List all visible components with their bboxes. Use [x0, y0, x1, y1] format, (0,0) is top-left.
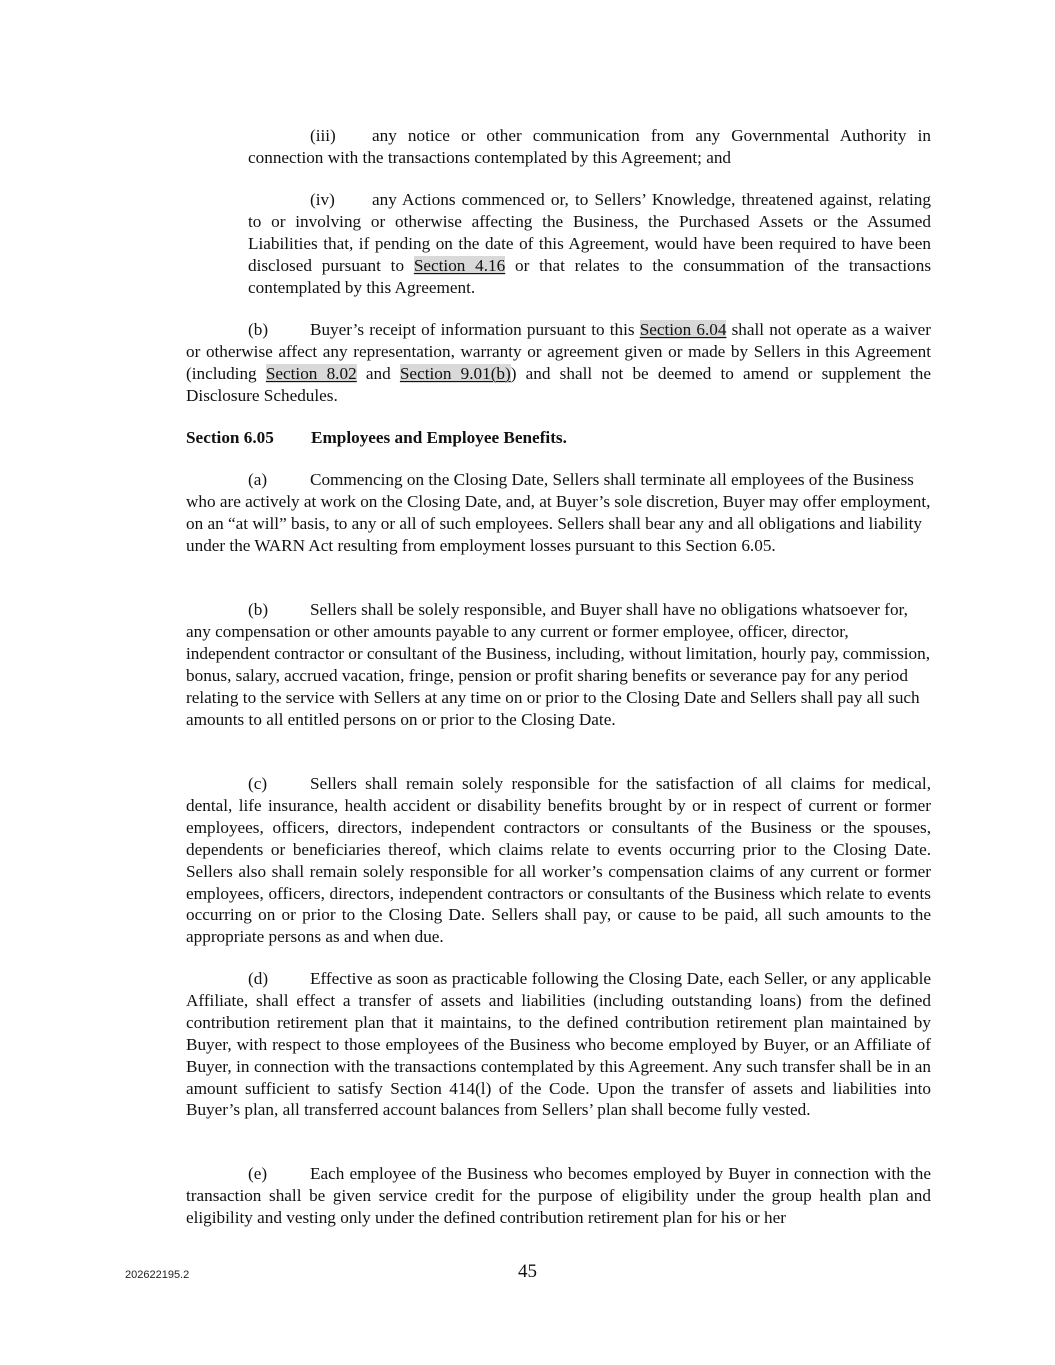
clause-text: ) and shall not be deemed to amend or supplement the Disclosure Schedules. — [186, 363, 931, 405]
clause-label: (iv) — [310, 190, 335, 209]
clause-label: (c) — [248, 774, 268, 793]
clause-text: Sellers shall be solely responsible, and Buyer shall have no obligations whatsoever for, any compensation or other amounts payable to any current or former employee, officer, director, independent contractor or consultant of the Business, including, without limitation, hourly pay, commission, bonus, salary, accrued vacation, fringe, pension or profit sharing benefits or severance pay for any period relating to the service with Sellers at any time on or prior to the Closing Date and Sellers shall pay all such amounts to all entitled persons on or prior to the Closing Date. — [186, 600, 931, 729]
clause-iv — [248, 189, 931, 299]
section-title: Employees and Employee Benefits. — [311, 428, 567, 447]
clause-text: any notice or other communication from any Governmental Authority in connection with the transactions contemplated by this Agreement; and — [248, 126, 931, 167]
clause-text: Buyer’s receipt of information pursuant to this — [310, 320, 635, 339]
section-9-01b-link[interactable]: Section 9.01(b) — [399, 363, 511, 383]
clause-e — [186, 1163, 931, 1229]
clause-a — [186, 469, 931, 557]
section-heading — [186, 427, 567, 449]
clause-text: Commencing on the Closing Date, Sellers shall terminate all employees of the Business who are actively at work on the Closing Date, and, at Buyer’s sole discretion, Buyer may offer employment, on an “at will” basis, to any or all of such employees. Sellers shall bear any and all obligations and liability under the WARN Act resulting from employment losses pursuant to this Section 6.05. — [186, 470, 931, 555]
clause-label: (a) — [248, 470, 268, 489]
clause-text: or that relates to the consummation of the transactions contemplated by this Agreement. — [248, 255, 932, 297]
section-number: Section 6.05 — [186, 428, 274, 447]
clause-text: any Actions commenced or, to Sellers’ Knowledge, threatened against, relating to or involving or otherwise affecting the Business, the Purchased Assets or the Assumed Liabilities that, if pending on the date of this Agreement, would have been required to have been disclosed pursuant to — [248, 190, 931, 275]
clause-text: Each employee of the Business who becomes employed by Buyer in connection with the transaction shall be given service credit for the purpose of eligibility under the group health plan and eligibility and vesting only under the defined contribution retirement plan for his or her — [186, 1164, 931, 1227]
page-number: 45 — [518, 1261, 537, 1282]
clause-text: shall not operate as a waiver or otherwise affect any representation, warranty or agreement given or made by Sellers in this Agreement (including — [186, 320, 932, 383]
clause-text: Effective as soon as practicable following the Closing Date, each Seller, or any applicable Affiliate, shall effect a transfer of assets and liabilities (including outstanding loans) from the defined contribution retirement plan that it maintains, to the defined contribution retirement plan maintained by Buyer, with respect to those employees of the Business who become employed by Buyer, or an Affiliate of Buyer, in connection with the transactions contemplated by this Agreement. Any such transfer shall be in an amount sufficient to satisfy Section 414(l) of the Code. Upon the transfer of assets and liabilities into Buyer’s plan, all transferred account balances from Sellers’ plan shall become fully vested. — [186, 969, 931, 1120]
clause-label: (d) — [248, 969, 269, 988]
clause-label: (b) — [248, 320, 269, 339]
clause-d — [186, 968, 931, 1121]
section-4-16-link[interactable]: Section 4.16 — [413, 255, 506, 275]
clause-label: (e) — [248, 1164, 268, 1183]
clause-label: (iii) — [310, 126, 336, 145]
clause-label: (b) — [248, 600, 269, 619]
section-6-04-link[interactable]: Section 6.04 — [639, 320, 727, 339]
clause-text: and — [365, 363, 391, 383]
document-id: 202622195.2 — [125, 1269, 190, 1281]
clause-text: Sellers shall remain solely responsible for the satisfaction of all claims for medical, dental, life insurance, health accident or disability benefits brought by or in respect of current or former employees, officers, directors, independent contractors or consultants of the Business or the spouses, dependents or beneficiaries thereof, which claims relate to events occurring prior to the Closing Date. Sellers also shall remain solely responsible for all worker’s compensation claims of any current or former employees, officers, directors, independent contractors or consultants of the Business which relate to events occurring on or prior to the Closing Date. Sellers shall pay, or cause to be paid, all such amounts to the appropriate persons as and when due. — [186, 774, 931, 947]
clause-c — [186, 773, 931, 948]
clause-b-compensation — [186, 599, 931, 730]
clause-iii — [248, 125, 931, 169]
clause-b-info — [186, 319, 931, 407]
section-8-02-link[interactable]: Section 8.02 — [265, 363, 357, 383]
